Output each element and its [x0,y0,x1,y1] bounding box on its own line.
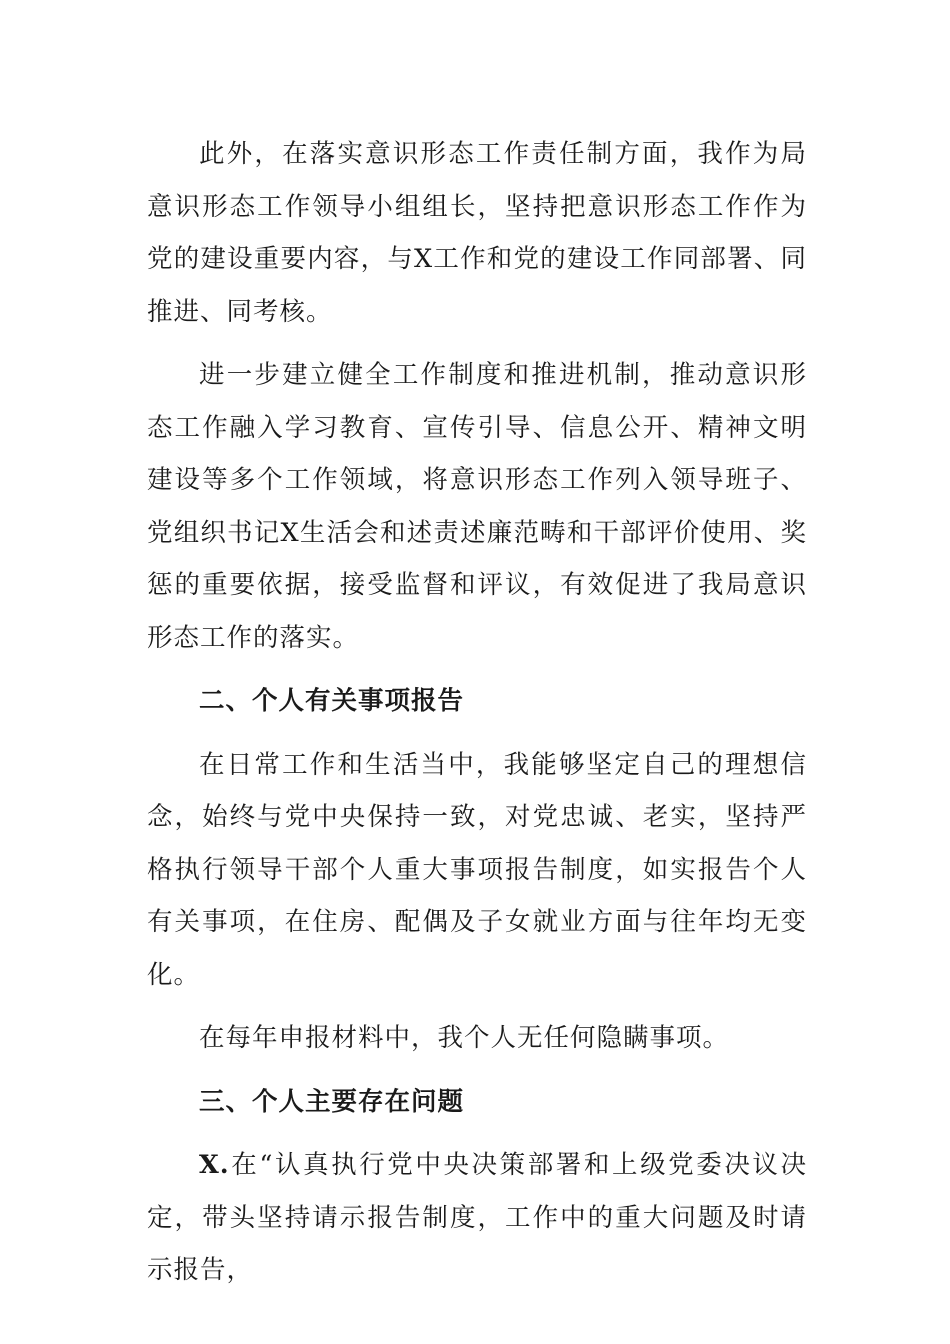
problem-item-text: 在“认真执行党中央决策部署和上级党委决议决定，带头坚持请示报告制度，工作中的重大问题及时请示报告， [147,1150,807,1285]
document-body [147,128,807,1308]
paragraph-mechanism: 进一步建立健全工作制度和推进机制，推动意识形态工作融入学习教育、宣传引导、信息公开、精神文明建设等多个工作领域，将意识形态工作列入领导班子、党组织书记X生活会和述责述廉范畴和干部评价使用、奖惩的重要依据，接受监督和评议，有效促进了我局意识形态工作的落实。 [147,360,807,653]
section-heading-personal-matters: 二、个人有关事项报告 [199,686,465,716]
paragraph-no-concealment: 在每年申报材料中，我个人无任何隐瞒事项。 [199,1023,730,1053]
paragraph-responsibility: 此外，在落实意识形态工作责任制方面，我作为局意识形态工作领导小组组长，坚持把意识形态工作作为党的建设重要内容，与X工作和党的建设工作同部署、同推进、同考核。 [147,139,807,327]
section-heading-problems: 三、个人主要存在问题 [199,1086,465,1117]
problem-item-1 [147,1139,807,1297]
problem-item-number: X. [199,1150,230,1180]
paragraph-personal-matters: 在日常工作和生活当中，我能够坚定自己的理想信念，始终与党中央保持一致，对党忠诚、老实，坚持严格执行领导干部个人重大事项报告制度，如实报告个人有关事项，在住房、配偶及子女就业方面与往年均无变化。 [147,749,807,990]
